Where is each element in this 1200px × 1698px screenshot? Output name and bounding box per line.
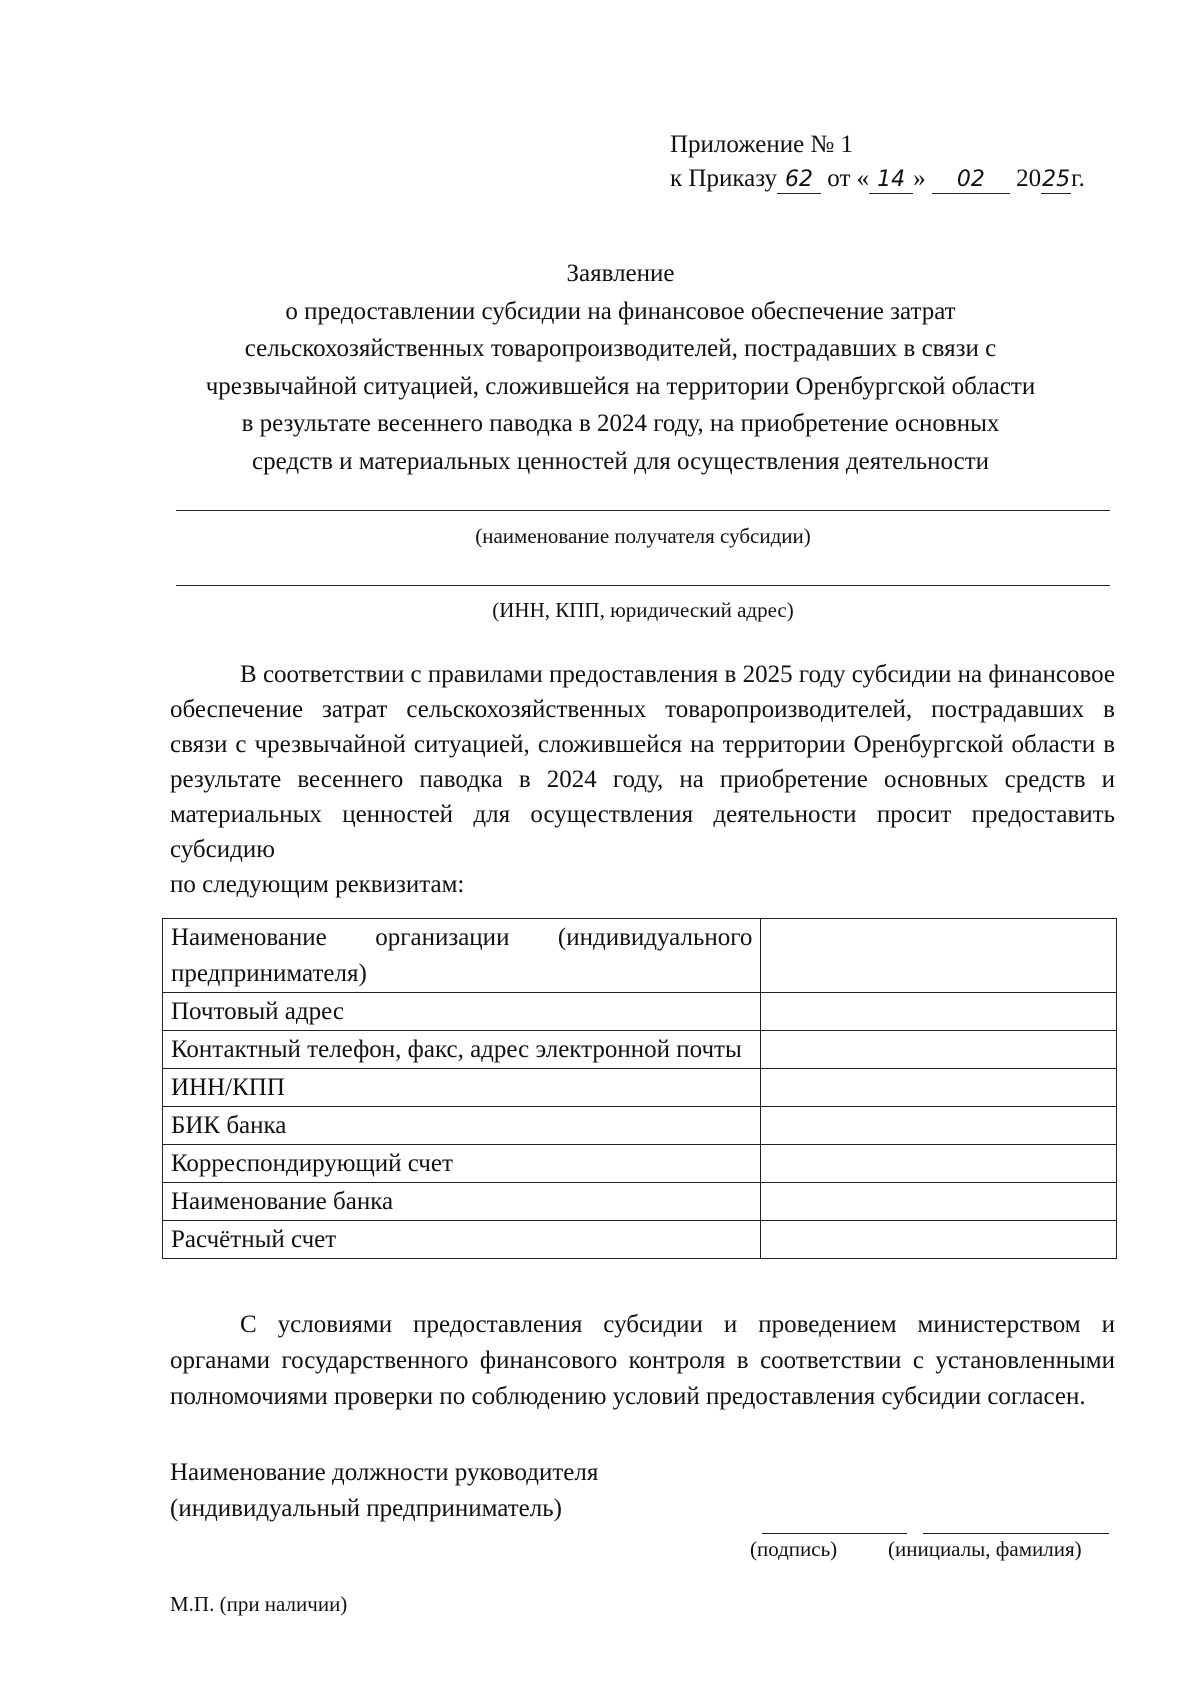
request-text: В соответствии с правилами предоставления в 2025 году субсидии на финансовое обеспечение затрат сельскохозяйственных товаропроизводителей, пострадавших в связи с чрезвычайной ситуацией, сложившейся на территории Оренбургской области в результате весеннего паводка в 2024 году, на приобретение основных средств и материальных ценностей для осуществления деятельности просит предоставить субсидию: [170, 661, 1115, 863]
stamp-label: М.П. (при наличии): [170, 1592, 348, 1616]
order-year-prefix: 20: [1016, 165, 1042, 192]
requisites-table: [162, 918, 1117, 1259]
appendix-header: [670, 128, 1085, 196]
table-row: [163, 919, 1117, 993]
requisite-label: Наименование банка: [163, 1183, 761, 1221]
title-line: чрезвычайной ситуацией, сложившейся на территории Оренбургской области: [205, 372, 1036, 400]
signature-line: [762, 1533, 907, 1534]
requisite-value: [761, 1145, 1117, 1183]
consent-text: С условиями предоставления субсидии и проведением министерством и органами государственного финансового контроля в соответствии с установленными полномочиями проверки по соблюдению условий предоставления субсидии согласен.: [170, 1311, 1115, 1410]
requisite-value: [761, 1183, 1117, 1221]
order-reference: [670, 162, 1085, 196]
title-line: сельскохозяйственных товаропроизводителей, пострадавших в связи с: [244, 335, 997, 362]
requisite-label: БИК банка: [163, 1107, 761, 1145]
title-line: о предоставлении субсидии на финансовое обеспечение затрат: [285, 297, 956, 325]
requisite-label: Корреспондирующий счет: [163, 1145, 761, 1183]
table-row: [163, 1221, 1117, 1259]
table-row: [163, 1107, 1117, 1145]
requisite-label: ИНН/КПП: [163, 1069, 761, 1107]
title-line: в результате весеннего паводка в 2024 году, на приобретение основных: [241, 410, 1000, 437]
table-row: [163, 993, 1117, 1031]
order-year-suffix: 25: [1042, 167, 1071, 192]
order-month: 02: [932, 167, 1010, 194]
document-heading: Заявление: [566, 260, 675, 287]
request-paragraph: [170, 657, 1115, 902]
inn-address-line: [176, 585, 1110, 586]
order-day: 14: [869, 167, 913, 194]
requisite-label: Расчётный счет: [163, 1221, 761, 1259]
name-line: [923, 1533, 1109, 1534]
title-line: средств и материальных ценностей для осуществления деятельности: [252, 447, 989, 475]
requisite-value: [761, 1107, 1117, 1145]
recipient-name-line: [176, 510, 1110, 511]
requisite-value: [761, 1221, 1117, 1259]
requisite-value: [761, 1031, 1117, 1069]
head-position-label: [170, 1455, 598, 1527]
requisite-value: [761, 919, 1117, 993]
table-row: [163, 1183, 1117, 1221]
table-row: [163, 1031, 1117, 1069]
requisite-label: Наименование организации (индивидуального предпринимателя): [163, 919, 761, 993]
signature-caption: (подпись): [750, 1537, 838, 1561]
requisite-label: Почтовый адрес: [163, 993, 761, 1031]
name-caption: (инициалы, фамилия): [888, 1537, 1082, 1561]
order-number: 62: [777, 167, 821, 194]
table-row: [163, 1069, 1117, 1107]
head-position-line1: Наименование должности руководителя: [170, 1459, 599, 1486]
order-close-quote: »: [913, 165, 926, 192]
appendix-title: Приложение № 1: [670, 131, 854, 158]
head-position-line2: (индивидуальный предприниматель): [170, 1495, 562, 1522]
document-title: [170, 255, 1071, 480]
order-prefix: к Приказу: [670, 165, 778, 192]
inn-address-caption: (ИНН, КПП, юридический адрес): [492, 598, 794, 622]
requisite-label: Контактный телефон, факс, адрес электронной почты: [163, 1031, 761, 1069]
order-from-label: от «: [821, 165, 870, 192]
table-row: [163, 1145, 1117, 1183]
requisite-value: [761, 993, 1117, 1031]
request-last-line: по следующим реквизитам:: [170, 871, 465, 898]
order-year-end: г.: [1071, 165, 1085, 192]
consent-paragraph: [170, 1307, 1115, 1415]
recipient-name-caption: (наименование получателя субсидии): [475, 524, 811, 548]
requisite-value: [761, 1069, 1117, 1107]
